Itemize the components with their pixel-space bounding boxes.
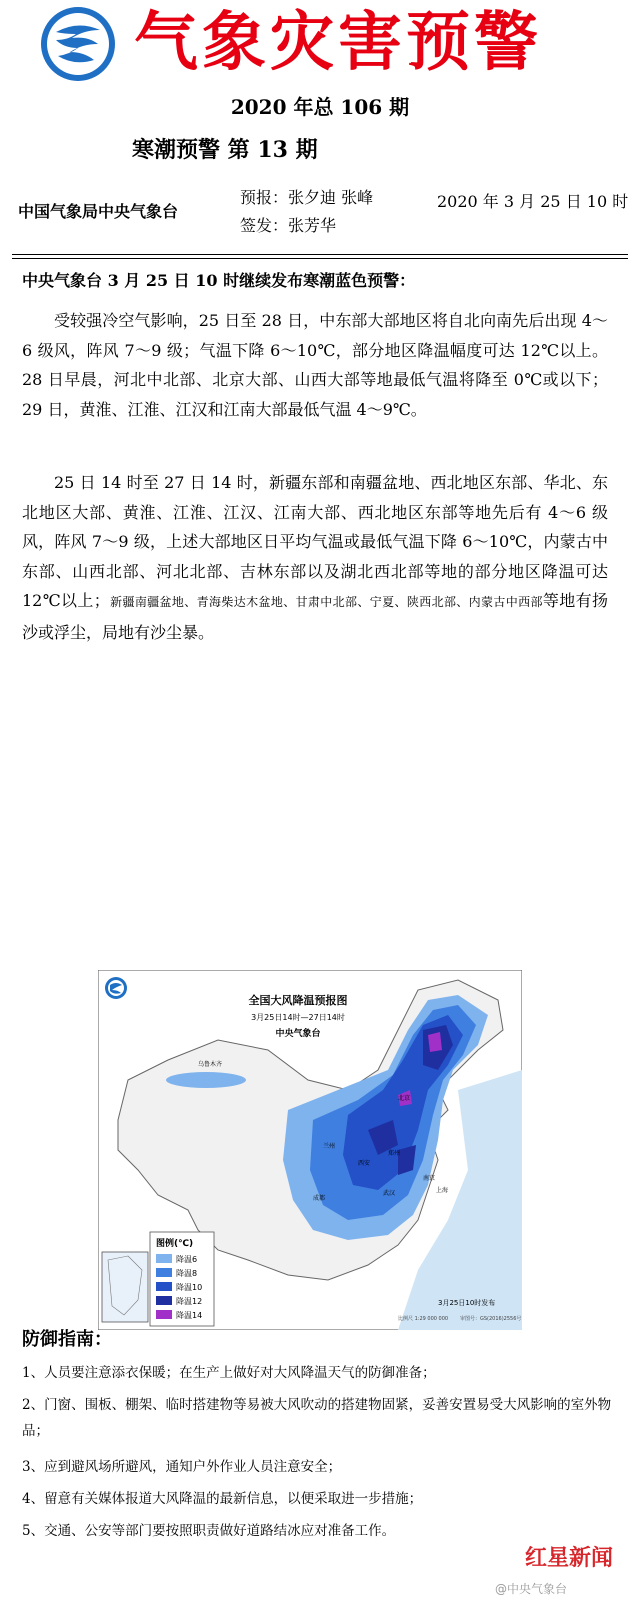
guide-item-4: 4、留意有关媒体报道大风降温的最新信息，以便采取进一步措施； [22,1491,423,1507]
legend-swatch-3 [156,1282,172,1291]
map-scale: 比例尺 1:29 000 000 [398,1316,449,1322]
place-nanjing: 南京 [423,1175,436,1182]
issue-time: 2020 年 3 月 25 日 10 时 [437,192,629,211]
paragraph-2-main: 25 日 14 时至 27 日 14 时，新疆东部和南疆盆地、西北地区东部、华北、东北地区大部、黄淮、江淮、江汉、江南大部、西北地区东部等地先后有 4～6 级风，阵风 7～9 级，上述大部地区日平均气温或最低气温下降 6～10℃，内蒙古中东部、山西北部、河北北部、吉林东部以及湖北西北部等地的部分地区降温可达 12℃以上； [22,473,608,610]
place-zhengzhou: 郑州 [388,1150,401,1157]
notice-heading: 中央气象台 3 月 25 日 10 时继续发布寒潮蓝色预警： [22,271,416,290]
legend-swatch-5 [156,1310,172,1319]
issue-number: 2020 年总 106 期 [230,95,410,119]
warning-title: 气象灾害预警 [134,6,542,80]
place-lanzhou: 兰州 [323,1143,336,1150]
legend-label-2: 降温8 [176,1269,198,1278]
place-beijing: 北京 [398,1095,411,1102]
legend-label-4: 降温12 [176,1297,203,1306]
document-header [0,0,640,90]
paragraph-2-end: 等地有扬沙或浮尘，局地有沙尘暴。 [22,591,608,642]
map-agency: 中央气象台 [275,1029,321,1039]
cooling-zone-xinjiang [166,1072,246,1088]
place-urumqi: 乌鲁木齐 [198,1061,223,1068]
legend-title: 图例(℃) [156,1239,194,1249]
forecasters: 预报：张夕迪 张峰 [240,188,374,207]
guide-item-2: 2、门窗、围板、棚架、临时搭建物等易被大风吹动的搭建物固紧，妥善安置易受大风影响的室外物品； [22,1397,612,1439]
guide-item-5: 5、交通、公安等部门要按照职责做好道路结冰应对准备工作。 [22,1523,396,1539]
place-wuhan: 武汉 [383,1190,396,1197]
signed-by: 签发：张芳华 [240,216,337,235]
guide-item-3: 3、应到避风场所避风，通知户外作业人员注意安全； [22,1459,342,1475]
cma-logo-icon [38,4,118,84]
south-sea-inset [102,1252,148,1322]
notice-paragraph-1: 受较强冷空气影响，25 日至 28 日，中东部大部地区将自北向南先后出现 4～6 级风，阵风 7～9 级；气温下降 6～10℃，部分地区降温幅度可达 12℃以上。28 日早晨，河北中北部、北京大部、山西大部等地最低气温将降至 0℃或以下；29 日，黄淮、江淮、江汉和江南大部最低气温 4～9℃。 [22,311,608,419]
place-shanghai: 上海 [436,1187,449,1194]
header-divider-2 [12,258,628,259]
legend-label-3: 降温10 [176,1283,203,1292]
legend-swatch-2 [156,1268,172,1277]
guide-heading: 防御指南： [22,1329,112,1350]
legend-swatch-1 [156,1254,172,1263]
notice-paragraph-2 [22,468,608,647]
legend-swatch-4 [156,1296,172,1305]
header-divider [12,254,628,255]
issuer: 中国气象局中央气象台 [18,202,179,221]
legend-label-5: 降温14 [176,1311,203,1320]
legend-label-1: 降温6 [176,1255,198,1264]
guide-item-1: 1、人员要注意添衣保暖；在生产上做好对大风降温天气的防御准备； [22,1365,436,1381]
map-title: 全国大风降温预报图 [248,994,348,1007]
map-issued: 3月25日10时发布 [438,1299,496,1307]
watermark-handle: @中央气象台 [495,1582,568,1596]
paragraph-2-dust-regions: 新疆南疆盆地、青海柴达木盆地、甘肃中北部、宁夏、陕西北部、内蒙古中西部 [109,595,543,609]
map-period: 3月25日14时—27日14时 [251,1013,345,1022]
map-approval: 审图号：GS(2016)2556号 [460,1316,522,1322]
place-xian: 西安 [358,1160,371,1167]
place-chengdu: 成都 [313,1195,326,1202]
sub-issue-number: 寒潮预警 第 13 期 [132,137,318,163]
wind-cooling-forecast-map [98,970,522,1330]
watermark-brand: 红星新闻 [525,1546,614,1571]
